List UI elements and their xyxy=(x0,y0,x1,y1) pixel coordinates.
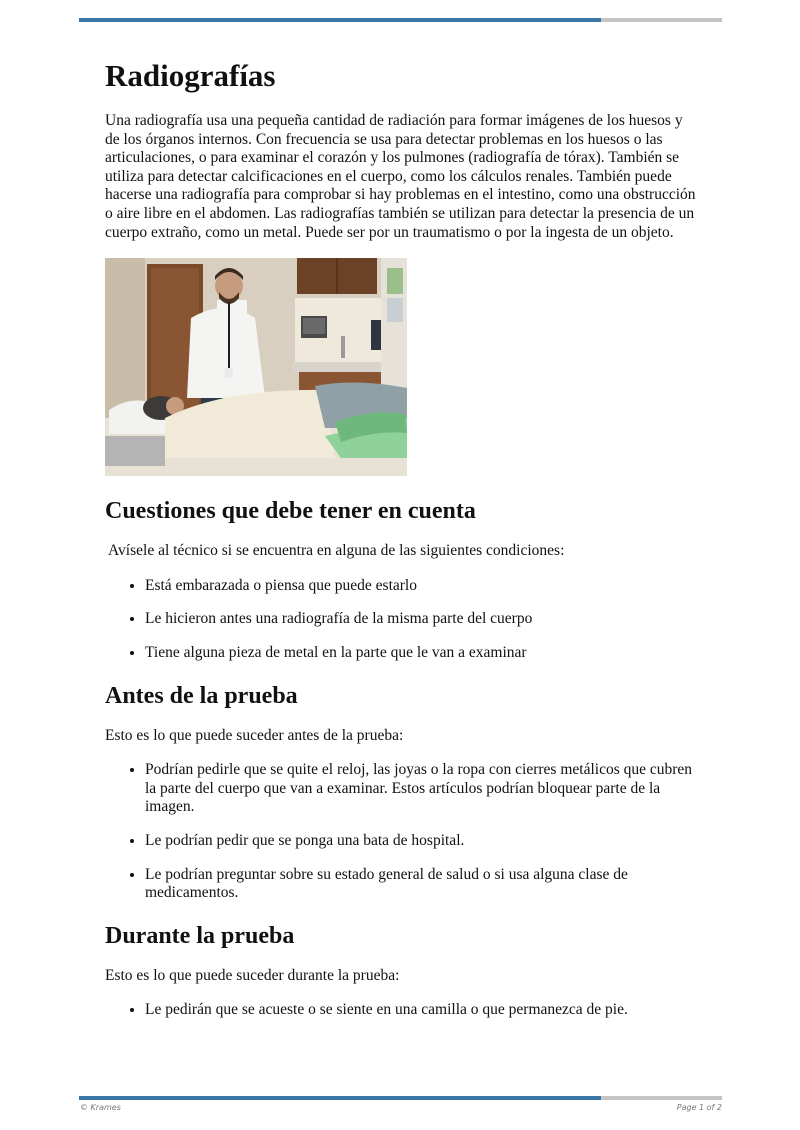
section-heading: Cuestiones que debe tener en cuenta xyxy=(105,498,476,525)
top-rule xyxy=(79,18,722,22)
footer-page-number: Page 1 of 2 xyxy=(676,1103,722,1112)
bullet-list xyxy=(105,1001,700,1020)
footer-copyright: © Krames xyxy=(80,1103,121,1112)
section-heading: Antes de la prueba xyxy=(105,682,298,709)
top-rule-rest xyxy=(601,18,722,22)
section-lead: Avísele al técnico si se encuentra en alguna de las siguientes condiciones: xyxy=(108,542,565,560)
list-item: • Le podrían pedir que se ponga una bata de hospital. xyxy=(145,832,700,851)
list-item: • Le hicieron antes una radiografía de la misma parte del cuerpo xyxy=(145,610,700,629)
intro-paragraph: Una radiografía usa una pequeña cantidad de radiación para formar imágenes de los huesos y de los órganos internos. Con frecuencia se usa para detectar problemas en los huesos o las articulaciones, o para examinar el corazón y los pulmones (radiografía de tórax). También se utiliza para detectar calcificaciones en el cuerpo, como los cálculos renales. También puede hacerse una radiografía para comprobar si hay problemas en el intestino, como una obstrucción o aire libre en el abdomen. Las radiografías también se utilizan para detectar la presencia de un cuerpo extraño, como un metal. Puede ser por un traumatismo o por la ingesta de un objeto. xyxy=(105,112,696,241)
bottom-rule xyxy=(79,1096,722,1100)
page-title: Radiografías xyxy=(105,58,276,93)
list-item: • Le pedirán que se acueste o se siente en una camilla o que permanezca de pie. xyxy=(145,1001,700,1020)
section-heading: Durante la prueba xyxy=(105,922,295,949)
bottom-rule-accent xyxy=(79,1096,601,1100)
top-rule-accent xyxy=(79,18,601,22)
bottom-rule-rest xyxy=(601,1096,722,1100)
section-before-test xyxy=(105,681,700,903)
list-item: • Está embarazada o piensa que puede estarlo xyxy=(145,577,700,596)
xray-room-photo xyxy=(105,258,407,476)
bullet-list xyxy=(105,577,700,663)
section-considerations xyxy=(105,496,700,662)
list-item: • Tiene alguna pieza de metal en la parte que le van a examinar xyxy=(145,644,700,663)
list-item: • Podrían pedirle que se quite el reloj, las joyas o la ropa con cierres metálicos que cubren la parte del cuerpo que van a examinar. Estos artículos podrían bloquear parte de la imagen. xyxy=(145,761,700,817)
bullet-list xyxy=(105,761,700,903)
list-item: • Le podrían preguntar sobre su estado general de salud o si usa alguna clase de medicamentos. xyxy=(145,866,700,903)
section-lead: Esto es lo que puede suceder durante la prueba: xyxy=(105,966,400,984)
section-during-test xyxy=(105,921,700,1020)
document-content xyxy=(105,58,700,1020)
section-lead: Esto es lo que puede suceder antes de la prueba: xyxy=(105,726,404,744)
